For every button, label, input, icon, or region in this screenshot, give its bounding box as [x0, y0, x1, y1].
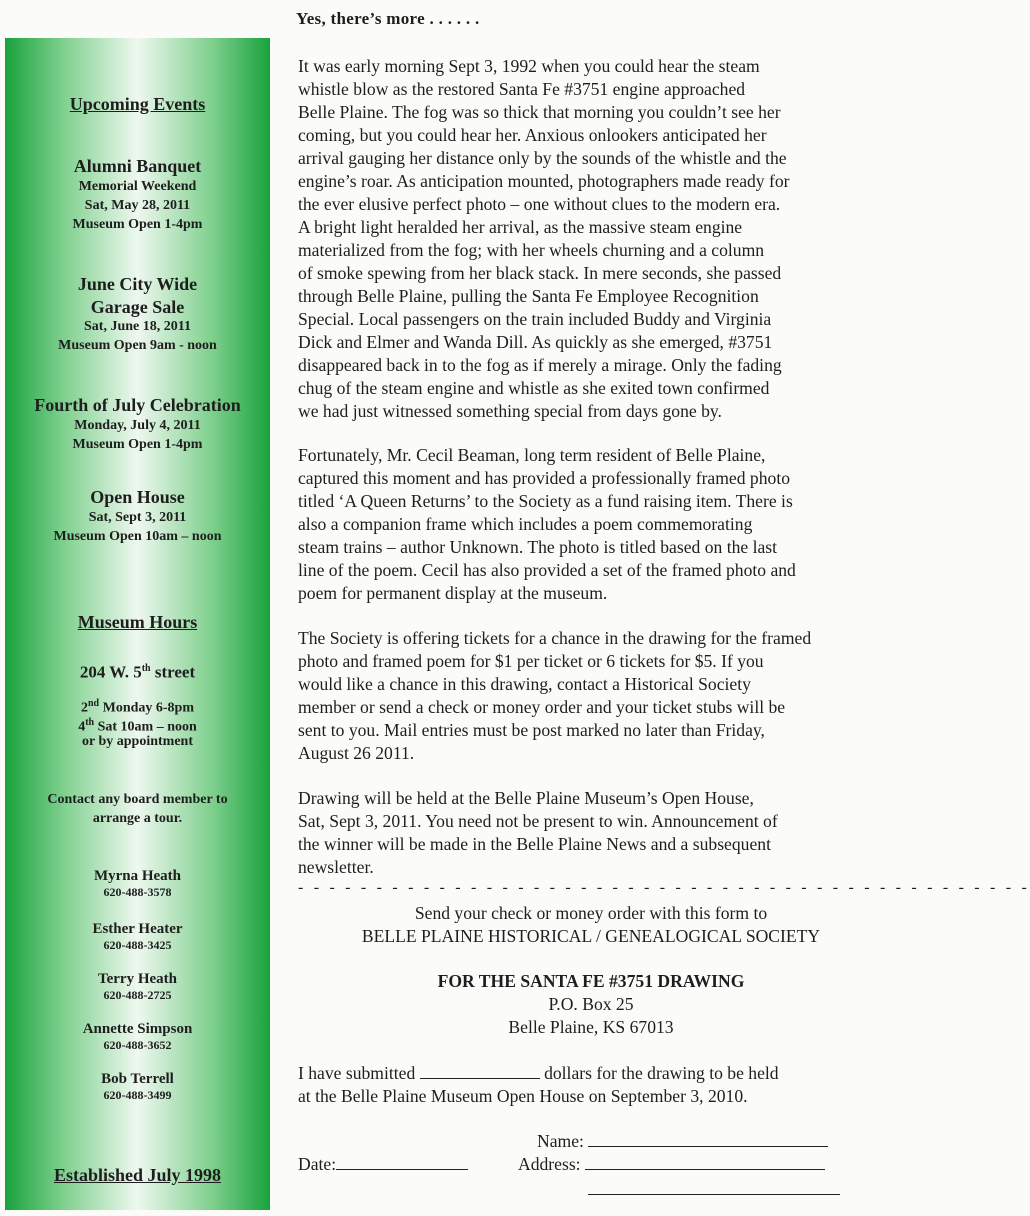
paragraph-drawing: Drawing will be held at the Belle Plaine Museum’s Open House, Sat, Sept 3, 2011. You need not be present to win. Announcement of the winner will be made in the Belle Plaine News and a subsequent newsletter. — [298, 788, 778, 877]
society-name: BELLE PLAINE HISTORICAL / GENEALOGICAL SOCIETY — [361, 926, 821, 946]
po-box: P.O. Box 25 — [548, 994, 634, 1014]
drawing-title: FOR THE SANTA FE #3751 DRAWING — [437, 971, 745, 991]
event-date: Monday, July 4, 2011 — [74, 418, 201, 433]
hours-line: 4th Sat 10am – noon — [78, 717, 197, 735]
address-blank-line2[interactable] — [588, 1194, 840, 1195]
board-member-phone: 620-488-3425 — [103, 938, 172, 952]
amount-blank[interactable] — [420, 1064, 540, 1079]
board-member-phone: 620-488-3652 — [103, 1038, 172, 1052]
address-label: Address: — [518, 1154, 581, 1174]
name-blank[interactable] — [588, 1132, 828, 1147]
paragraph-story: It was early morning Sept 3, 1992 when you could hear the steam whistle blow as the restored Santa Fe #3751 engine approached Belle Plaine. The fog was so thick that morning you couldn’t see her coming, but you could hear her. Anxious onlookers anticipated her arrival gauging her distance only by the sounds of the whistle and the engine’s roar. As anticipation mounted, photographers made ready for the ever elusive perfect photo – one without clues to the modern era. A bright light heralded her arrival, as the massive steam engine materialized from the fog; with her wheels churning and a column of smoke spewing from her black stack. In mere seconds, she passed through Belle Plaine, pulling the Santa Fe Employee Recognition Special. Local passengers on the train included Buddy and Virginia Dick and Elmer and Wanda Dill. As quickly as she emerged, #3751 disappeared back in to the fog as if merely a mirage. Only the fading chug of the steam engine and whistle as she exited town confirmed we had just witnessed something special from days gone by. — [298, 56, 790, 421]
submitted-line — [298, 1062, 779, 1085]
event-date: Sat, June 18, 2011 — [84, 319, 191, 334]
date-label: Date: — [298, 1154, 337, 1174]
form-instruction: Send your check or money order with this form to — [414, 903, 768, 923]
event-hours: Museum Open 10am – noon — [53, 529, 222, 544]
contact-text: arrange a tour. — [92, 811, 183, 826]
event-title: Fourth of July Celebration — [34, 395, 241, 415]
address-blank[interactable] — [585, 1155, 825, 1170]
event-date: Sat, Sept 3, 2011 — [88, 510, 187, 525]
event-hours: Museum Open 1-4pm — [72, 217, 203, 232]
museum-hours-title: Museum Hours — [77, 612, 198, 632]
contact-text: Contact any board member to — [47, 792, 228, 807]
address-row — [518, 1153, 825, 1176]
established-text: Established July 1998 — [53, 1165, 222, 1185]
event-title: Alumni Banquet — [73, 156, 202, 176]
board-member-name: Esther Heater — [92, 921, 183, 937]
date-row — [298, 1153, 468, 1176]
submitted-line-2: at the Belle Plaine Museum Open House on September 3, 2010. — [298, 1086, 748, 1106]
event-title: June City Wide — [77, 274, 198, 294]
hours-line: 2nd Monday 6-8pm — [80, 698, 195, 716]
submitted-label: I have submitted — [298, 1063, 416, 1083]
submitted-label-post: dollars for the drawing to be held — [544, 1063, 779, 1083]
paragraph-photo: Fortunately, Mr. Cecil Beaman, long term resident of Belle Plaine, captured this moment and has provided a professionally framed photo titled ‘A Queen Returns’ to the Society as a fund raising item. There is also a companion frame which includes a poem commemorating steam trains – author Unknown. The photo is titled based on the last line of the poem. Cecil has also provided a set of the framed photo and poem for permanent display at the museum. — [298, 445, 796, 603]
date-blank[interactable] — [336, 1155, 468, 1170]
section-heading: Yes, there’s more . . . . . . — [296, 9, 480, 28]
board-member-name: Terry Heath — [97, 971, 177, 987]
event-hours: Museum Open 9am - noon — [58, 338, 217, 353]
museum-address: 204 W. 5th street — [79, 662, 196, 682]
event-title-line2: Garage Sale — [90, 297, 185, 317]
board-member-phone: 620-488-3499 — [103, 1088, 172, 1102]
event-subtitle: Memorial Weekend — [78, 179, 197, 194]
city-state-zip: Belle Plaine, KS 67013 — [508, 1017, 674, 1037]
event-hours: Museum Open 1-4pm — [72, 437, 203, 452]
board-member-name: Annette Simpson — [82, 1021, 193, 1037]
hours-line: or by appointment — [82, 734, 193, 749]
board-member-phone: 620-488-2725 — [103, 988, 172, 1002]
board-member-phone: 620-488-3578 — [103, 885, 172, 899]
event-date: Sat, May 28, 2011 — [84, 198, 191, 213]
event-title: Open House — [90, 487, 185, 507]
board-member-name: Myrna Heath — [93, 868, 182, 884]
board-member-name: Bob Terrell — [101, 1071, 174, 1087]
cut-line-separator: - - - - - - - - - - - - - - - - - - - - - - - - - - - - - - - - - - - - - - - - - - - - - - - — [298, 879, 1030, 896]
name-row — [537, 1130, 828, 1153]
paragraph-tickets: The Society is offering tickets for a chance in the drawing for the framed photo and framed poem for $1 per ticket or 6 tickets for $5. If you would like a chance in this drawing, contact a Historical Society member or send a check or money order and your ticket stubs will be sent to you. Mail entries must be post marked no later than Friday, August 26 2011. — [298, 628, 812, 763]
sidebar-panel — [5, 38, 270, 1210]
upcoming-events-title: Upcoming Events — [69, 94, 206, 114]
name-label: Name: — [537, 1131, 584, 1151]
